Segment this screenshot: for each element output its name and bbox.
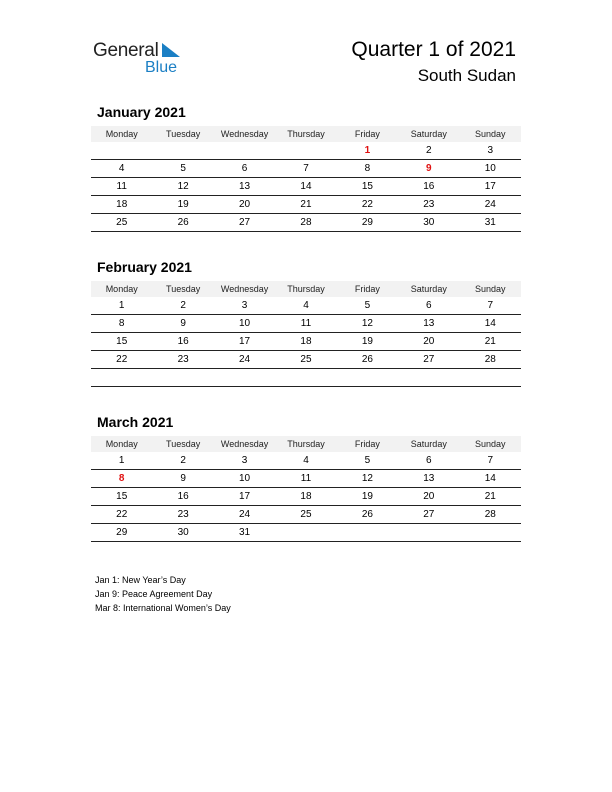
holiday-day-cell: 1 bbox=[337, 142, 398, 160]
empty-day-cell bbox=[91, 369, 152, 387]
day-cell: 16 bbox=[152, 333, 213, 351]
day-cell: 24 bbox=[214, 351, 275, 369]
weekday-header: Monday bbox=[91, 281, 152, 297]
calendar-table bbox=[91, 126, 521, 232]
day-cell: 25 bbox=[91, 214, 152, 232]
holiday-day-cell: 8 bbox=[91, 470, 152, 488]
holiday-note: Jan 9: Peace Agreement Day bbox=[95, 589, 213, 599]
day-cell: 17 bbox=[214, 488, 275, 506]
week-row bbox=[91, 488, 521, 506]
month-february bbox=[91, 259, 521, 387]
day-cell: 23 bbox=[398, 196, 459, 214]
day-cell: 2 bbox=[398, 142, 459, 160]
week-row bbox=[91, 351, 521, 369]
day-cell: 20 bbox=[398, 488, 459, 506]
day-cell: 28 bbox=[275, 214, 336, 232]
day-cell: 13 bbox=[398, 315, 459, 333]
day-cell: 14 bbox=[460, 315, 521, 333]
calendar-table bbox=[91, 436, 521, 542]
day-cell: 25 bbox=[275, 351, 336, 369]
day-cell: 18 bbox=[91, 196, 152, 214]
empty-day-cell bbox=[337, 369, 398, 387]
weekday-header: Thursday bbox=[275, 126, 336, 142]
week-row bbox=[91, 142, 521, 160]
day-cell: 26 bbox=[337, 351, 398, 369]
weekday-header: Wednesday bbox=[214, 126, 275, 142]
day-cell: 28 bbox=[460, 351, 521, 369]
weekday-header: Sunday bbox=[460, 436, 521, 452]
day-cell: 5 bbox=[337, 452, 398, 470]
day-cell: 11 bbox=[91, 178, 152, 196]
page-title: Quarter 1 of 2021 bbox=[351, 38, 516, 61]
day-cell: 15 bbox=[91, 333, 152, 351]
day-cell: 1 bbox=[91, 452, 152, 470]
holiday-note: Jan 1: New Year’s Day bbox=[95, 575, 186, 585]
weekday-header: Friday bbox=[337, 281, 398, 297]
calendar-table bbox=[91, 281, 521, 387]
day-cell: 20 bbox=[214, 196, 275, 214]
day-cell: 20 bbox=[398, 333, 459, 351]
day-cell: 18 bbox=[275, 488, 336, 506]
day-cell: 23 bbox=[152, 506, 213, 524]
empty-day-cell bbox=[398, 524, 459, 542]
day-cell: 12 bbox=[337, 315, 398, 333]
empty-day-cell bbox=[398, 369, 459, 387]
day-cell: 30 bbox=[398, 214, 459, 232]
empty-day-cell bbox=[214, 142, 275, 160]
day-cell: 6 bbox=[398, 297, 459, 315]
day-cell: 15 bbox=[337, 178, 398, 196]
day-cell: 31 bbox=[460, 214, 521, 232]
empty-day-cell bbox=[275, 524, 336, 542]
week-row bbox=[91, 196, 521, 214]
day-cell: 10 bbox=[214, 470, 275, 488]
day-cell: 22 bbox=[337, 196, 398, 214]
day-cell: 17 bbox=[214, 333, 275, 351]
country-name: South Sudan bbox=[417, 66, 516, 85]
weekday-header: Monday bbox=[91, 436, 152, 452]
holiday-notes bbox=[95, 573, 231, 615]
weekday-header: Saturday bbox=[398, 436, 459, 452]
day-cell: 4 bbox=[275, 452, 336, 470]
empty-day-cell bbox=[275, 369, 336, 387]
weekday-header: Wednesday bbox=[214, 436, 275, 452]
day-cell: 8 bbox=[337, 160, 398, 178]
day-cell: 12 bbox=[337, 470, 398, 488]
day-cell: 8 bbox=[91, 315, 152, 333]
logo-triangle-icon bbox=[160, 43, 180, 59]
day-cell: 19 bbox=[337, 488, 398, 506]
day-cell: 26 bbox=[337, 506, 398, 524]
week-row bbox=[91, 160, 521, 178]
day-cell: 29 bbox=[337, 214, 398, 232]
empty-day-cell bbox=[152, 369, 213, 387]
day-cell: 13 bbox=[398, 470, 459, 488]
day-cell: 15 bbox=[91, 488, 152, 506]
empty-day-cell bbox=[214, 369, 275, 387]
day-cell: 9 bbox=[152, 470, 213, 488]
day-cell: 27 bbox=[214, 214, 275, 232]
day-cell: 12 bbox=[152, 178, 213, 196]
day-cell: 11 bbox=[275, 315, 336, 333]
week-row bbox=[91, 506, 521, 524]
month-title: February 2021 bbox=[97, 259, 192, 275]
day-cell: 18 bbox=[275, 333, 336, 351]
day-cell: 4 bbox=[275, 297, 336, 315]
day-cell: 21 bbox=[275, 196, 336, 214]
day-cell: 11 bbox=[275, 470, 336, 488]
week-row bbox=[91, 178, 521, 196]
day-cell: 9 bbox=[152, 315, 213, 333]
empty-day-cell bbox=[460, 369, 521, 387]
day-cell: 27 bbox=[398, 351, 459, 369]
weekday-header: Thursday bbox=[275, 436, 336, 452]
day-cell: 19 bbox=[152, 196, 213, 214]
holiday-day-cell: 9 bbox=[398, 160, 459, 178]
week-row bbox=[91, 470, 521, 488]
empty-day-cell bbox=[275, 142, 336, 160]
day-cell: 19 bbox=[337, 333, 398, 351]
day-cell: 28 bbox=[460, 506, 521, 524]
weekday-header: Thursday bbox=[275, 281, 336, 297]
day-cell: 14 bbox=[460, 470, 521, 488]
empty-day-cell bbox=[337, 524, 398, 542]
day-cell: 2 bbox=[152, 452, 213, 470]
logo-general-text: General bbox=[93, 40, 159, 61]
day-cell: 10 bbox=[460, 160, 521, 178]
day-cell: 22 bbox=[91, 506, 152, 524]
weekday-header: Saturday bbox=[398, 281, 459, 297]
weekday-header: Friday bbox=[337, 436, 398, 452]
day-cell: 3 bbox=[214, 297, 275, 315]
day-cell: 16 bbox=[152, 488, 213, 506]
day-cell: 3 bbox=[460, 142, 521, 160]
month-title: March 2021 bbox=[97, 414, 174, 430]
day-cell: 4 bbox=[91, 160, 152, 178]
day-cell: 2 bbox=[152, 297, 213, 315]
day-cell: 21 bbox=[460, 333, 521, 351]
weekday-header-row bbox=[91, 126, 521, 142]
day-cell: 31 bbox=[214, 524, 275, 542]
empty-day-cell bbox=[91, 142, 152, 160]
day-cell: 7 bbox=[460, 297, 521, 315]
weekday-header: Saturday bbox=[398, 126, 459, 142]
day-cell: 25 bbox=[275, 506, 336, 524]
day-cell: 24 bbox=[460, 196, 521, 214]
week-row bbox=[91, 369, 521, 387]
week-row bbox=[91, 452, 521, 470]
day-cell: 23 bbox=[152, 351, 213, 369]
day-cell: 26 bbox=[152, 214, 213, 232]
week-row bbox=[91, 315, 521, 333]
day-cell: 16 bbox=[398, 178, 459, 196]
day-cell: 7 bbox=[275, 160, 336, 178]
day-cell: 22 bbox=[91, 351, 152, 369]
month-january bbox=[91, 104, 521, 232]
empty-day-cell bbox=[152, 142, 213, 160]
weekday-header: Tuesday bbox=[152, 436, 213, 452]
day-cell: 6 bbox=[398, 452, 459, 470]
weekday-header-row bbox=[91, 281, 521, 297]
day-cell: 14 bbox=[275, 178, 336, 196]
weekday-header: Wednesday bbox=[214, 281, 275, 297]
logo-blue-text: Blue bbox=[145, 59, 178, 76]
weekday-header: Tuesday bbox=[152, 281, 213, 297]
day-cell: 24 bbox=[214, 506, 275, 524]
day-cell: 1 bbox=[91, 297, 152, 315]
week-row bbox=[91, 214, 521, 232]
weekday-header-row bbox=[91, 436, 521, 452]
day-cell: 29 bbox=[91, 524, 152, 542]
week-row bbox=[91, 333, 521, 351]
day-cell: 10 bbox=[214, 315, 275, 333]
day-cell: 6 bbox=[214, 160, 275, 178]
week-row bbox=[91, 297, 521, 315]
holiday-note: Mar 8: International Women’s Day bbox=[95, 603, 231, 613]
week-row bbox=[91, 524, 521, 542]
weekday-header: Sunday bbox=[460, 126, 521, 142]
day-cell: 30 bbox=[152, 524, 213, 542]
day-cell: 13 bbox=[214, 178, 275, 196]
logo bbox=[93, 40, 213, 80]
day-cell: 17 bbox=[460, 178, 521, 196]
month-title: January 2021 bbox=[97, 104, 186, 120]
day-cell: 27 bbox=[398, 506, 459, 524]
day-cell: 21 bbox=[460, 488, 521, 506]
weekday-header: Sunday bbox=[460, 281, 521, 297]
day-cell: 5 bbox=[337, 297, 398, 315]
month-march bbox=[91, 414, 521, 542]
weekday-header: Friday bbox=[337, 126, 398, 142]
empty-day-cell bbox=[460, 524, 521, 542]
day-cell: 3 bbox=[214, 452, 275, 470]
weekday-header: Monday bbox=[91, 126, 152, 142]
day-cell: 7 bbox=[460, 452, 521, 470]
weekday-header: Tuesday bbox=[152, 126, 213, 142]
day-cell: 5 bbox=[152, 160, 213, 178]
